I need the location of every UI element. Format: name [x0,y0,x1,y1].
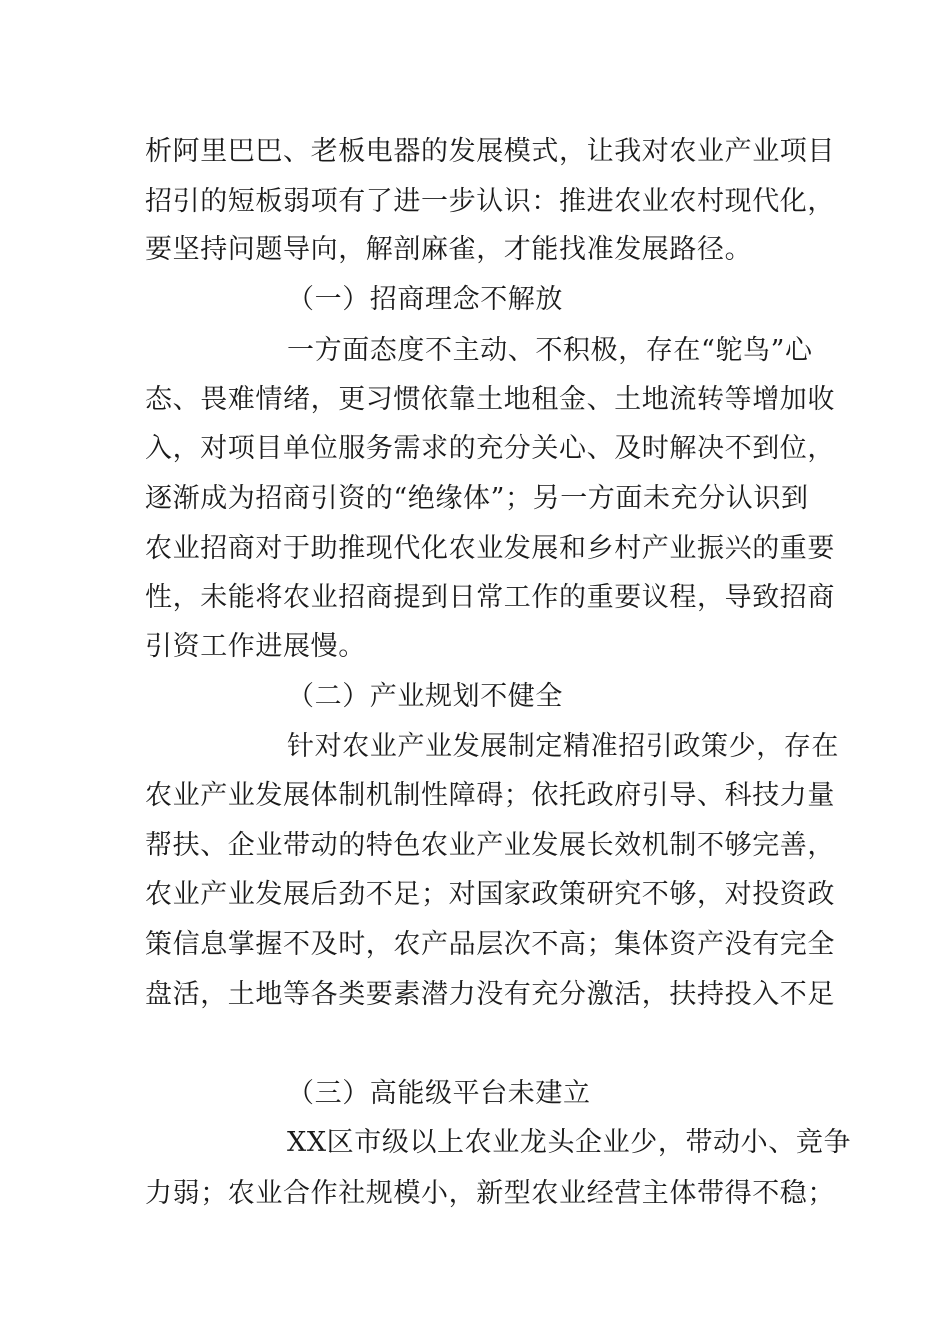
section-heading-1: （一）招商理念不解放 [287,284,563,315]
paragraph-line: XX区市级以上农业龙头企业少，带动小、竞争 [287,1127,852,1158]
paragraph-line: 入，对项目单位服务需求的充分关心、及时解决不到位， [145,433,835,464]
paragraph-line: 农业招商对于助推现代化农业发展和乡村产业振兴的重要 [145,533,835,564]
paragraph-line: 策信息掌握不及时，农产品层次不高；集体资产没有完全 [145,929,835,960]
section-heading-3: （三）高能级平台未建立 [287,1078,591,1109]
paragraph-line: 要坚持问题导向，解剖麻雀，才能找准发展路径。 [145,234,753,265]
paragraph-line: 针对农业产业发展制定精准招引政策少，存在 [287,731,839,762]
paragraph-line: 态、畏难情绪，更习惯依靠土地租金、土地流转等增加收 [145,384,835,415]
paragraph-line: 农业产业发展后劲不足；对国家政策研究不够，对投资政 [145,879,835,910]
paragraph-line: 农业产业发展体制机制性障碍；依托政府引导、科技力量 [145,780,835,811]
paragraph-line: 盘活，土地等各类要素潜力没有充分激活，扶持投入不足 [145,979,835,1010]
paragraph-line: 性，未能将农业招商提到日常工作的重要议程，导致招商 [145,582,835,613]
paragraph-line: 引资工作进展慢。 [145,631,366,662]
paragraph-line: 逐渐成为招商引资的“绝缘体”；另一方面未充分认识到 [145,483,809,514]
paragraph-line: 帮扶、企业带动的特色农业产业发展长效机制不够完善， [145,830,835,861]
section-heading-2: （二）产业规划不健全 [287,681,563,712]
paragraph-line: 招引的短板弱项有了进一步认识：推进农业农村现代化， [145,186,835,217]
paragraph-line: 析阿里巴巴、老板电器的发展模式，让我对农业产业项目 [145,136,835,167]
paragraph-line: 力弱；农业合作社规模小，新型农业经营主体带得不稳； [145,1178,835,1209]
paragraph-line: 一方面态度不主动、不积极，存在“鸵鸟”心 [287,335,813,366]
